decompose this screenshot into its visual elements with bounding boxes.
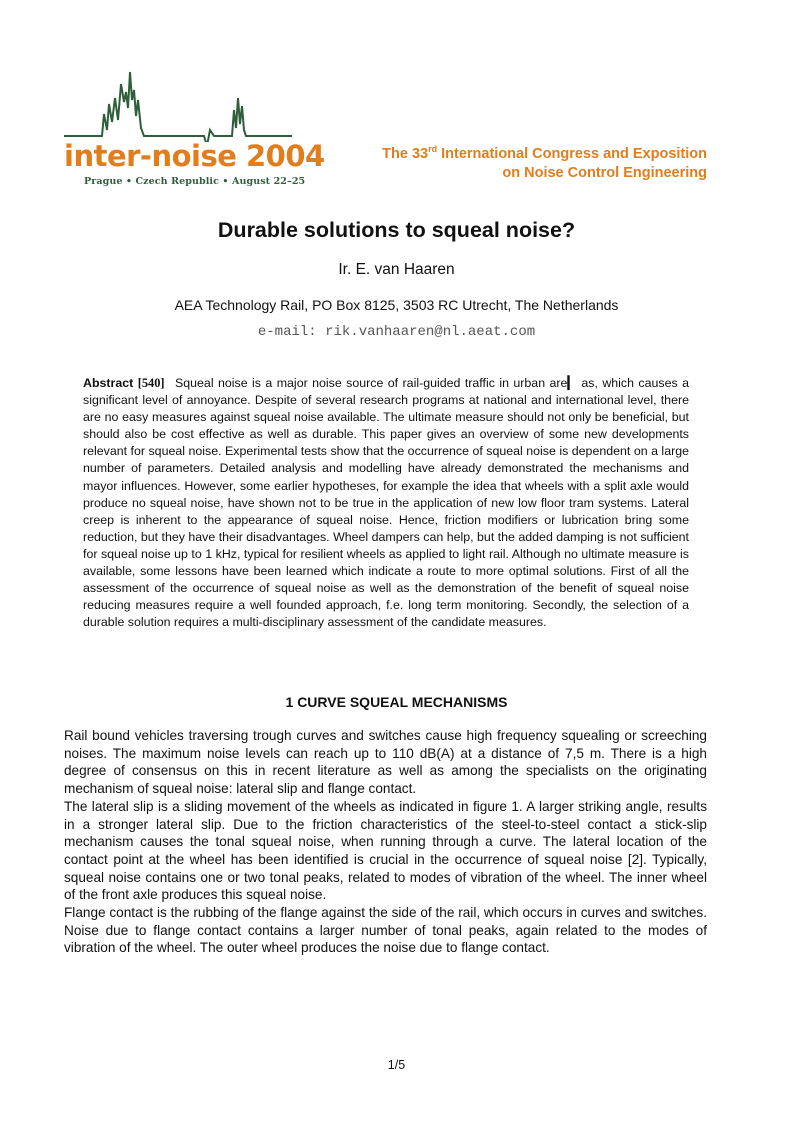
author-email: e-mail: rik.vanhaaren@nl.aeat.com [257, 324, 536, 340]
abstract-id: [540] [137, 376, 165, 390]
section-heading: 1 CURVE SQUEAL MECHANISMS [285, 694, 508, 710]
body-paragraph: The lateral slip is a sliding movement of the wheels as indicated in figure 1. A larger striking angle, results in a stronger lateral slip. Due to the friction characteristics of the steel-to-steel contact a stick-slip mechanism causes the tonal squeal noise, when running through a curve. The lateral location of the contact point at the wheel has been identified is crucial in the occurrence of squeal noise [2]. Typically, squeal noise contains one or two tonal peaks, related to modes of vibration of the wheel. The inner wheel of the front axle produces this squeal noise. [64, 798, 707, 903]
author-affiliation: AEA Technology Rail, PO Box 8125, 3503 RC Utrecht, The Netherlands [174, 297, 619, 313]
conference-logo [64, 70, 325, 192]
page-number: 1/5 [387, 1058, 406, 1072]
body-paragraph: Flange contact is the rubbing of the flange against the side of the rail, which occurs in curves and switches. Noise due to flange contact contains a larger number of tonal peaks, again related to the modes of vibration of the wheel. The outer wheel produces the noise due to flange contact. [64, 905, 707, 956]
congress-title [382, 140, 707, 183]
paper-title: Durable solutions to squeal noise? [217, 218, 576, 242]
logo-wordmark: inter-noise 2004 [64, 139, 325, 173]
abstract [83, 375, 689, 631]
abstract-label: Abstract [83, 376, 134, 390]
congress-line-1: The 33rd International Congress and Exposition [382, 144, 707, 162]
abstract-text: Squeal noise is a major noise source of rail-guided traffic in urban are▎ as, which causes a significant level of annoyance. Despite of several research programs at national and international level, there are no easy measures against squeal noise available. The ultimate measure should not only be beneficial, but should also be cost effective as well as durable. This paper gives an overview of some new developments relevant for squeal noise. Experimental tests show that the occurrence of squeal noise is dependent on a large number of parameters. Detailed analysis and modelling have already demonstrated the mechanisms and mayor influences. However, some earlier hypotheses, for example the idea that wheels with a split axle would produce no squeal noise, have shown not to be true in the application of new low floor tram systems. Lateral creep is inherent to the appearance of squeal noise. Hence, friction modifiers or lubrication bring some reduction, but they have their disadvantages. Wheel dampers can help, but the added damping is not sufficient for squeal noise up to 1 kHz, typical for resilient wheels as applied to light rail. Although no ultimate measure is available, some lessons have been learned which indicate a route to more optimal solutions. First of all the assessment of the occurrence of squeal noise as well as the demonstration of the benefit of squeal noise reducing measures require a well founded approach, f.e. long term monitoring. Secondly, the selection of a durable solution requires a multi-disciplinary assessment of the candidate measures. [83, 376, 689, 630]
paper-author: Ir. E. van Haaren [338, 261, 455, 278]
logo-subtitle: Prague • Czech Republic • August 22–25 [84, 176, 306, 187]
section-body [64, 727, 707, 957]
congress-line-2: on Noise Control Engineering [502, 165, 707, 181]
prague-skyline-icon [64, 70, 292, 142]
body-paragraph: Rail bound vehicles traversing trough curves and switches cause high frequency squealing or screeching noises. The maximum noise levels can reach up to 110 dB(A) at a distance of 7,5 m. There is a high degree of consensus on this in recent literature as well as among the specialists on the originating mechanism of squeal noise: lateral slip and flange contact. [64, 728, 707, 797]
